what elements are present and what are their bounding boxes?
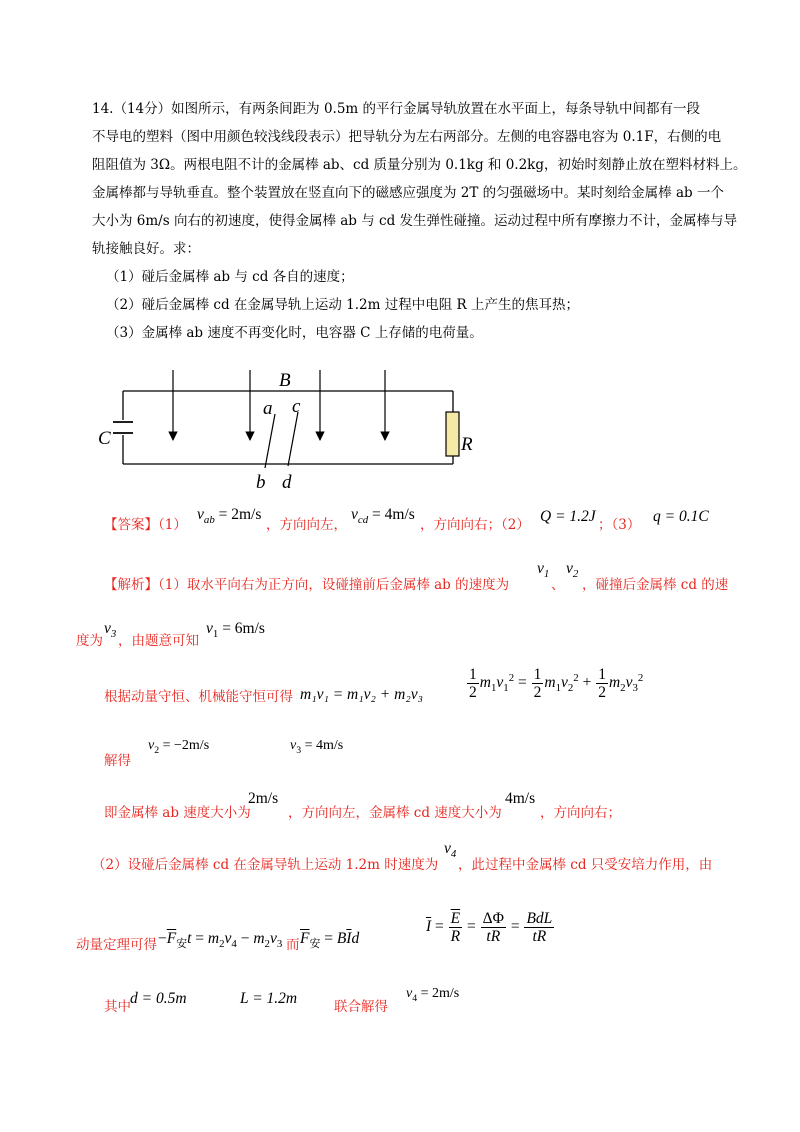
eq-energy: $\frac{1}{2}$ $m_1v_1^2$ = $\frac{1}{2}$ $m_1v_2^2$ + $\frac{1}{2}$ $m_2v_3^2$ xyxy=(469,666,644,701)
eq-v2: $v_2 = -2m/s$ xyxy=(148,738,210,756)
answer-dir-right: ，方向向右；（2） xyxy=(420,517,530,533)
symbol-v3: $v_3$ xyxy=(104,620,117,641)
answer-dir-left: ，方向向左， xyxy=(266,517,347,533)
eq-v4: $v_4 = 2m/s$ xyxy=(406,986,460,1004)
analysis-line-3: 根据动量守恒、机械能守恒可得 xyxy=(104,689,293,705)
question-line-3: 阻阻值为 3Ω。两根电阻不计的金属棒 ab、cd 质量分别为 0.1kg 和 0.2kg，初始时刻静止放在塑料材料上。 xyxy=(92,157,747,173)
subquestion-2: （2）碰后金属棒 cd 在金属导轨上运动 1.2m 过程中电阻 R 上产生的焦耳热； xyxy=(106,297,579,313)
label-R: R xyxy=(461,434,473,455)
question-line-6: 轨接触良好。求： xyxy=(92,241,200,257)
question-line-4: 金属棒都与导轨垂直。整个装置放在竖直向下的磁感应强度为 2T 的匀强磁场中。某时刻给金属棒 ab 一个 xyxy=(92,185,724,201)
label-a: a xyxy=(263,398,273,419)
eq-v1: $v_1 = 6m/s$ xyxy=(206,620,265,641)
eq-L: L = 1.2m xyxy=(240,990,298,1007)
circuit-diagram xyxy=(95,360,495,500)
label-b: b xyxy=(256,472,266,493)
answer-tag: 【答案】（1） xyxy=(104,517,187,533)
subquestion-1: （1）碰后金属棒 ab 与 cd 各自的速度； xyxy=(106,269,354,285)
analysis-line-1a: 【解析】（1）取水平向右为正方向，设碰撞前后金属棒 ab 的速度为 xyxy=(104,577,510,593)
answer-sep: ；（3） xyxy=(598,517,641,533)
question-line-2: 不导电的塑料（图中用颜色较浅线段表示）把导轨分为左右两部分。左侧的电容器电容为 0.1F，右侧的电 xyxy=(92,129,722,145)
label-d: d xyxy=(282,472,292,493)
analysis-line-2b: ，由题意可知 xyxy=(118,633,199,649)
analysis-line-2a: 度为 xyxy=(76,633,103,649)
analysis-line-4: 解得 xyxy=(104,753,131,769)
eq-momentum: m₁v₁ = m₁v₂ + m₂v₃ xyxy=(300,686,423,703)
eq-v3: $v_3 = 4m/s$ xyxy=(290,738,344,756)
analysis-line-8a: 其中 xyxy=(104,999,131,1015)
symbol-v4: $v_4$ xyxy=(444,840,457,861)
rod-cd xyxy=(288,412,298,466)
metal-rods xyxy=(265,412,298,468)
eq-impulse: $-\overline{F}_安t = m_2v_4 - m_2v_3$ xyxy=(158,930,283,951)
label-c: c xyxy=(292,396,301,417)
analysis-line-7b: 而 xyxy=(286,937,300,953)
answer-Q: Q = 1.2J xyxy=(540,508,596,525)
eq-d: d = 0.5m xyxy=(130,990,187,1007)
eq-2ms: 2m/s xyxy=(248,790,279,807)
analysis-line-6b: ，此过程中金属棒 cd 只受安培力作用，由 xyxy=(458,857,713,873)
analysis-line-8b: 联合解得 xyxy=(334,999,388,1015)
analysis-line-5a: 即金属棒 ab 速度大小为 xyxy=(104,805,251,821)
symbol-v1: $v_1$ xyxy=(537,560,550,581)
label-B: B xyxy=(279,370,291,391)
analysis-line-1c: ，碰撞后金属棒 cd 的速 xyxy=(582,577,729,593)
analysis-line-1b: 、 xyxy=(551,577,565,593)
rod-ab xyxy=(265,414,275,468)
circuit-figure xyxy=(95,360,495,500)
analysis-line-5c: ，方向向右； xyxy=(540,805,621,821)
answer-vcd: $v_{cd} = 4m/s$ xyxy=(351,506,415,527)
answer-vab: $v_{ab} = 2m/s$ xyxy=(197,506,262,527)
question-line-1: 14.（14分）如图所示，有两条间距为 0.5m 的平行金属导轨放置在水平面上，每条导轨中间都有一段 xyxy=(92,101,700,117)
eq-avg-current: $\overline{I}$ = $\frac{\overline{E}}{R}$ = $\frac{\Delta\Phi}{tR}$ = $\frac{\text{BdL}}{tR}$ xyxy=(426,910,553,945)
label-C: C xyxy=(98,428,111,449)
subquestion-3: （3）金属棒 ab 速度不再变化时，电容器 C 上存储的电荷量。 xyxy=(106,325,483,341)
question-line-5: 大小为 6m/s 向右的初速度，使得金属棒 ab 与 cd 发生弹性碰撞。运动过程中所有摩擦力不计，金属棒与导 xyxy=(92,213,738,229)
answer-q: q = 0.1C xyxy=(653,508,709,525)
symbol-v2: $v_2$ xyxy=(566,560,579,581)
analysis-line-7a: 动量定理可得 xyxy=(76,937,157,953)
eq-4ms: 4m/s xyxy=(505,790,536,807)
eq-ampere-force: $\overline{F}_安 = B\overline{I}d$ xyxy=(300,930,360,951)
resistor-symbol xyxy=(446,412,459,456)
analysis-line-5b: ，方向向左，金属棒 cd 速度大小为 xyxy=(288,805,502,821)
capacitor-symbol xyxy=(113,422,133,433)
analysis-line-6a: （2）设碰后金属棒 cd 在金属导轨上运动 1.2m 时速度为 xyxy=(92,857,439,873)
